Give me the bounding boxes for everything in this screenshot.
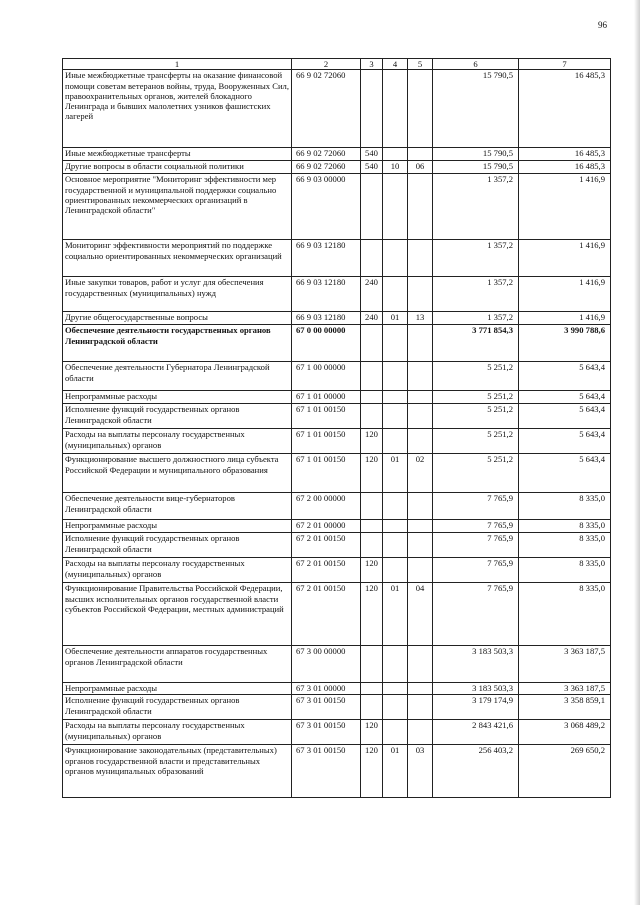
- row-code: 66 9 03 12180: [292, 240, 361, 277]
- row-name: Иные межбюджетные трансферты: [63, 148, 292, 161]
- row-name: Другие вопросы в области социальной политики: [63, 161, 292, 174]
- row-pr: 13: [408, 312, 433, 325]
- header-cell: 1: [63, 59, 292, 70]
- row-rz: [383, 429, 408, 454]
- row-code: 67 3 01 00150: [292, 720, 361, 745]
- row-amount-year2: 1 416,9: [519, 174, 611, 240]
- table-row: [63, 720, 611, 745]
- row-amount-year2: 3 990 788,6: [519, 325, 611, 362]
- row-amount-year1: 5 251,2: [433, 429, 519, 454]
- row-vr: [361, 683, 383, 695]
- row-vr: [361, 70, 383, 148]
- row-amount-year2: 8 335,0: [519, 520, 611, 533]
- row-vr: 240: [361, 277, 383, 312]
- row-code: 67 3 01 00150: [292, 745, 361, 798]
- row-pr: [408, 391, 433, 404]
- row-vr: 120: [361, 454, 383, 493]
- row-amount-year1: 1 357,2: [433, 277, 519, 312]
- row-name: Непрограммные расходы: [63, 683, 292, 695]
- row-pr: [408, 720, 433, 745]
- table-row: [63, 362, 611, 391]
- row-amount-year2: 269 650,2: [519, 745, 611, 798]
- row-amount-year1: 2 843 421,6: [433, 720, 519, 745]
- row-name: Расходы на выплаты персоналу государственных (муниципальных) органов: [63, 558, 292, 583]
- row-code: 66 9 02 72060: [292, 148, 361, 161]
- row-rz: [383, 533, 408, 558]
- row-vr: [361, 325, 383, 362]
- row-name: Функционирование высшего должностного лица субъекта Российской Федерации и муниципального образования: [63, 454, 292, 493]
- header-cell: 3: [361, 59, 383, 70]
- row-amount-year1: 5 251,2: [433, 362, 519, 391]
- row-rz: [383, 695, 408, 720]
- row-vr: [361, 695, 383, 720]
- row-code: 66 9 03 00000: [292, 174, 361, 240]
- table-row: [63, 240, 611, 277]
- header-cell: 2: [292, 59, 361, 70]
- header-cell: 7: [519, 59, 611, 70]
- row-vr: [361, 391, 383, 404]
- row-name: Расходы на выплаты персоналу государственных (муниципальных) органов: [63, 429, 292, 454]
- row-name: Исполнение функций государственных органов Ленинградской области: [63, 695, 292, 720]
- row-pr: [408, 520, 433, 533]
- row-amount-year1: 3 183 503,3: [433, 646, 519, 683]
- row-rz: 01: [383, 454, 408, 493]
- row-vr: [361, 362, 383, 391]
- row-pr: [408, 277, 433, 312]
- page-number: 96: [598, 20, 607, 30]
- row-rz: [383, 240, 408, 277]
- row-name: Исполнение функций государственных органов Ленинградской области: [63, 533, 292, 558]
- row-amount-year2: 3 363 187,5: [519, 683, 611, 695]
- table-row: [63, 454, 611, 493]
- row-pr: [408, 174, 433, 240]
- row-pr: [408, 240, 433, 277]
- row-amount-year1: 1 357,2: [433, 312, 519, 325]
- row-rz: 01: [383, 745, 408, 798]
- row-rz: [383, 646, 408, 683]
- row-rz: [383, 391, 408, 404]
- row-rz: [383, 558, 408, 583]
- row-name: Мониторинг эффективности мероприятий по поддержке социально ориентированных некоммерческих организаций: [63, 240, 292, 277]
- row-vr: 120: [361, 558, 383, 583]
- row-amount-year1: 256 403,2: [433, 745, 519, 798]
- row-pr: [408, 325, 433, 362]
- row-amount-year2: 5 643,4: [519, 362, 611, 391]
- table-row: [63, 174, 611, 240]
- row-vr: [361, 493, 383, 520]
- row-amount-year2: 1 416,9: [519, 312, 611, 325]
- row-amount-year2: 5 643,4: [519, 454, 611, 493]
- row-vr: [361, 404, 383, 429]
- row-code: 67 2 01 00150: [292, 583, 361, 646]
- row-amount-year2: 8 335,0: [519, 493, 611, 520]
- table-row: [63, 533, 611, 558]
- table-row: [63, 429, 611, 454]
- row-code: 67 1 01 00150: [292, 404, 361, 429]
- row-vr: 540: [361, 148, 383, 161]
- table-row: [63, 277, 611, 312]
- row-code: 67 1 01 00000: [292, 391, 361, 404]
- row-rz: 01: [383, 583, 408, 646]
- row-amount-year2: 16 485,3: [519, 70, 611, 148]
- table-row: [63, 312, 611, 325]
- table-row: [63, 493, 611, 520]
- row-rz: [383, 720, 408, 745]
- row-code: 67 3 01 00000: [292, 683, 361, 695]
- row-amount-year2: 3 068 489,2: [519, 720, 611, 745]
- row-rz: [383, 325, 408, 362]
- table-row: [63, 683, 611, 695]
- row-name: Исполнение функций государственных органов Ленинградской области: [63, 404, 292, 429]
- row-pr: [408, 493, 433, 520]
- row-vr: 120: [361, 583, 383, 646]
- row-code: 66 9 03 12180: [292, 312, 361, 325]
- row-amount-year2: 5 643,4: [519, 391, 611, 404]
- header-row: [63, 59, 611, 70]
- row-name: Другие общегосударственные вопросы: [63, 312, 292, 325]
- row-rz: 10: [383, 161, 408, 174]
- row-code: 67 1 00 00000: [292, 362, 361, 391]
- row-amount-year1: 15 790,5: [433, 148, 519, 161]
- row-pr: 04: [408, 583, 433, 646]
- table-row: [63, 558, 611, 583]
- row-pr: 03: [408, 745, 433, 798]
- row-vr: 120: [361, 745, 383, 798]
- row-amount-year1: 7 765,9: [433, 533, 519, 558]
- header-cell: 5: [408, 59, 433, 70]
- row-pr: [408, 70, 433, 148]
- row-code: 67 1 01 00150: [292, 454, 361, 493]
- table-row: [63, 161, 611, 174]
- row-vr: [361, 240, 383, 277]
- table-row: [63, 520, 611, 533]
- table-row: [63, 391, 611, 404]
- row-code: 67 2 00 00000: [292, 493, 361, 520]
- row-amount-year1: 7 765,9: [433, 583, 519, 646]
- row-name: Функционирование Правительства Российской Федерации, высших исполнительных органов государственной власти субъектов Российской Федерации, местных администраций: [63, 583, 292, 646]
- row-amount-year2: 8 335,0: [519, 533, 611, 558]
- row-amount-year2: 5 643,4: [519, 404, 611, 429]
- row-vr: [361, 533, 383, 558]
- row-rz: [383, 277, 408, 312]
- row-name: Расходы на выплаты персоналу государственных (муниципальных) органов: [63, 720, 292, 745]
- row-vr: 120: [361, 720, 383, 745]
- row-amount-year1: 15 790,5: [433, 161, 519, 174]
- row-name: Обеспечение деятельности Губернатора Ленинградской области: [63, 362, 292, 391]
- row-name: Иные межбюджетные трансферты на оказание финансовой помощи советам ветеранов войны, труда, Вооруженных Сил, правоохранительных органов, жителей блокадного Ленинграда и бывших малолетних узников фашистских лагерей: [63, 70, 292, 148]
- row-pr: [408, 429, 433, 454]
- row-vr: [361, 520, 383, 533]
- row-pr: [408, 533, 433, 558]
- row-amount-year1: 5 251,2: [433, 454, 519, 493]
- row-rz: 01: [383, 312, 408, 325]
- row-name: Функционирование законодательных (представительных) органов государственной власти и представительных органов муниципальных образований: [63, 745, 292, 798]
- row-pr: [408, 646, 433, 683]
- row-pr: [408, 362, 433, 391]
- row-amount-year2: 3 363 187,5: [519, 646, 611, 683]
- row-code: 66 9 03 12180: [292, 277, 361, 312]
- row-amount-year2: 16 485,3: [519, 148, 611, 161]
- row-amount-year2: 8 335,0: [519, 558, 611, 583]
- budget-table: [62, 58, 611, 798]
- row-vr: [361, 646, 383, 683]
- row-code: 67 2 01 00150: [292, 533, 361, 558]
- row-name: Иные закупки товаров, работ и услуг для обеспечения государственных (муниципальных) нужд: [63, 277, 292, 312]
- row-amount-year2: 16 485,3: [519, 161, 611, 174]
- row-code: 67 2 01 00150: [292, 558, 361, 583]
- row-pr: [408, 683, 433, 695]
- row-rz: [383, 70, 408, 148]
- row-amount-year1: 7 765,9: [433, 558, 519, 583]
- row-vr: [361, 174, 383, 240]
- row-name: Обеспечение деятельности вице-губернаторов Ленинградской области: [63, 493, 292, 520]
- row-name: Обеспечение деятельности аппаратов государственных органов Ленинградской области: [63, 646, 292, 683]
- row-amount-year1: 5 251,2: [433, 404, 519, 429]
- row-amount-year1: 15 790,5: [433, 70, 519, 148]
- row-rz: [383, 174, 408, 240]
- table-row: [63, 695, 611, 720]
- row-amount-year1: 5 251,2: [433, 391, 519, 404]
- row-rz: [383, 683, 408, 695]
- row-rz: [383, 148, 408, 161]
- row-amount-year1: 7 765,9: [433, 520, 519, 533]
- table-row: [63, 70, 611, 148]
- row-amount-year2: 1 416,9: [519, 277, 611, 312]
- row-name: Непрограммные расходы: [63, 391, 292, 404]
- row-code: 67 2 01 00000: [292, 520, 361, 533]
- row-vr: 240: [361, 312, 383, 325]
- table-row: [63, 325, 611, 362]
- table-row: [63, 148, 611, 161]
- row-pr: 02: [408, 454, 433, 493]
- scan-edge: [634, 0, 640, 905]
- row-amount-year2: 1 416,9: [519, 240, 611, 277]
- table-row: [63, 646, 611, 683]
- row-rz: [383, 520, 408, 533]
- row-amount-year1: 7 765,9: [433, 493, 519, 520]
- row-vr: 120: [361, 429, 383, 454]
- row-pr: [408, 695, 433, 720]
- row-amount-year2: 5 643,4: [519, 429, 611, 454]
- row-amount-year2: 8 335,0: [519, 583, 611, 646]
- row-code: 67 1 01 00150: [292, 429, 361, 454]
- row-code: 67 0 00 00000: [292, 325, 361, 362]
- row-pr: [408, 404, 433, 429]
- row-amount-year1: 3 179 174,9: [433, 695, 519, 720]
- row-code: 66 9 02 72060: [292, 161, 361, 174]
- row-pr: [408, 148, 433, 161]
- row-pr: 06: [408, 161, 433, 174]
- row-amount-year1: 1 357,2: [433, 174, 519, 240]
- row-vr: 540: [361, 161, 383, 174]
- row-amount-year2: 3 358 859,1: [519, 695, 611, 720]
- row-code: 67 3 00 00000: [292, 646, 361, 683]
- row-code: 67 3 01 00150: [292, 695, 361, 720]
- row-amount-year1: 1 357,2: [433, 240, 519, 277]
- row-amount-year1: 3 183 503,3: [433, 683, 519, 695]
- row-rz: [383, 404, 408, 429]
- header-cell: 6: [433, 59, 519, 70]
- header-cell: 4: [383, 59, 408, 70]
- row-rz: [383, 493, 408, 520]
- row-name: Обеспечение деятельности государственных органов Ленинградской области: [63, 325, 292, 362]
- table-row: [63, 404, 611, 429]
- row-amount-year1: 3 771 854,3: [433, 325, 519, 362]
- row-pr: [408, 558, 433, 583]
- row-name: Основное мероприятие "Мониторинг эффективности мер государственной и муниципальной поддержки социально ориентированных некоммерческих организаций в Ленинградской области": [63, 174, 292, 240]
- row-rz: [383, 362, 408, 391]
- table-row: [63, 745, 611, 798]
- row-name: Непрограммные расходы: [63, 520, 292, 533]
- table-row: [63, 583, 611, 646]
- row-code: 66 9 02 72060: [292, 70, 361, 148]
